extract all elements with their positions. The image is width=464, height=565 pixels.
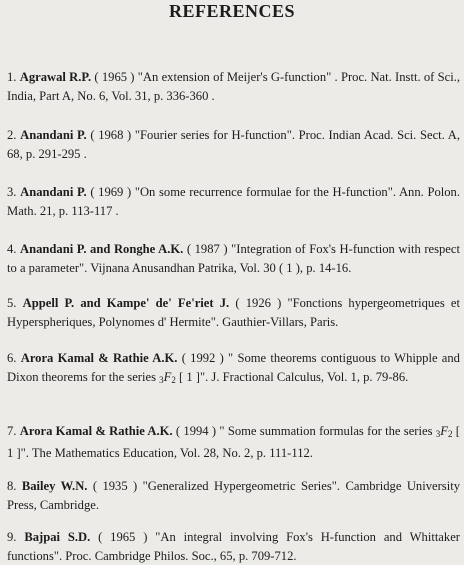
reference-details-end: [ 1 ]". The Mathematics Education, Vol. 28, No. 2, p. 111-112.: [7, 424, 460, 460]
reference-item-5: [7, 294, 460, 331]
reference-item-3: [7, 183, 460, 220]
reference-item-8: [7, 477, 460, 514]
reference-number: 8.: [7, 479, 17, 493]
reference-author: Arora Kamal & Rathie A.K.: [20, 351, 178, 365]
hypergeometric-post-index: 2: [447, 429, 453, 439]
hypergeometric-pre-index: 3: [159, 374, 164, 385]
reference-item-2: [7, 126, 460, 163]
reference-details: ( 1987 ) "Integration of Fox's H-function with respect to a parameter". Vijnana Anusandhan Patrika, Vol. 30 ( 1 ), p. 14-16.: [7, 242, 460, 275]
reference-details-end: [ 1 ]". J. Fractional Calculus, Vol. 1, p. 79-86.: [179, 369, 409, 384]
reference-item-9: [7, 528, 460, 565]
hypergeometric-letter: F: [163, 369, 172, 384]
references-heading: REFERENCES: [168, 1, 296, 21]
reference-number: 5.: [7, 296, 17, 310]
reference-author: Appell P. and Kampe' de' Fe'riet J.: [22, 296, 230, 310]
reference-item-4: [7, 240, 460, 277]
reference-item-1: [7, 68, 460, 105]
reference-number: 9.: [7, 530, 17, 544]
reference-number: 2.: [7, 128, 17, 142]
reference-number: 4.: [7, 242, 17, 256]
reference-item-7: [7, 422, 460, 462]
reference-author: Anandani P.: [20, 128, 87, 142]
reference-details: ( 1965 ) "An extension of Meijer's G-function" . Proc. Nat. Instt. of Sci., India, Part A, No. 6, Vol. 31, p. 336-360 .: [7, 70, 461, 103]
reference-item-6: [7, 349, 460, 389]
reference-details: ( 1992 ) " Some theorems contiguous to Whipple and Dixon theorems for the series: [7, 351, 460, 384]
reference-author: Bailey W.N.: [21, 479, 88, 493]
reference-author: Anandani P.: [20, 185, 87, 199]
reference-number: 7.: [7, 424, 17, 438]
reference-details: ( 1935 ) "Generalized Hypergeometric Series". Cambridge University Press, Cambridge.: [7, 479, 460, 512]
reference-details: ( 1965 ) "An integral involving Fox's H-function and Whittaker functions". Proc. Cambridge Philos. Soc., 65, p. 709-712.: [7, 530, 460, 563]
reference-details: ( 1926 ) "Fonctions hypergeometriques et Hyperspheriques, Polynomes d' Hermite". Gauthier-Villars, Paris.: [7, 296, 460, 329]
reference-author: Agrawal R.P.: [19, 70, 92, 84]
reference-number: 6.: [7, 351, 17, 365]
hypergeometric-symbol: [436, 424, 453, 438]
hypergeometric-pre-index: 3: [435, 429, 441, 439]
reference-number: 1.: [7, 70, 17, 84]
reference-details: ( 1969 ) "On some recurrence formulae for the H-function". Ann. Polon. Math. 21, p. 113-117 .: [7, 185, 460, 218]
hypergeometric-post-index: 2: [171, 374, 176, 385]
reference-author: Bajpai S.D.: [24, 530, 91, 544]
reference-details: ( 1968 ) "Fourier series for H-function". Proc. Indian Acad. Sci. Sect. A, 68, p. 291-295 .: [7, 128, 461, 161]
reference-number: 3.: [7, 185, 17, 199]
reference-author: Anandani P. and Ronghe A.K.: [20, 242, 184, 256]
hypergeometric-letter: F: [440, 424, 448, 438]
hypergeometric-symbol: [159, 370, 176, 384]
reference-details: ( 1994 ) " Some summation formulas for the series: [175, 424, 433, 438]
reference-author: Arora Kamal & Rathie A.K.: [19, 424, 173, 438]
